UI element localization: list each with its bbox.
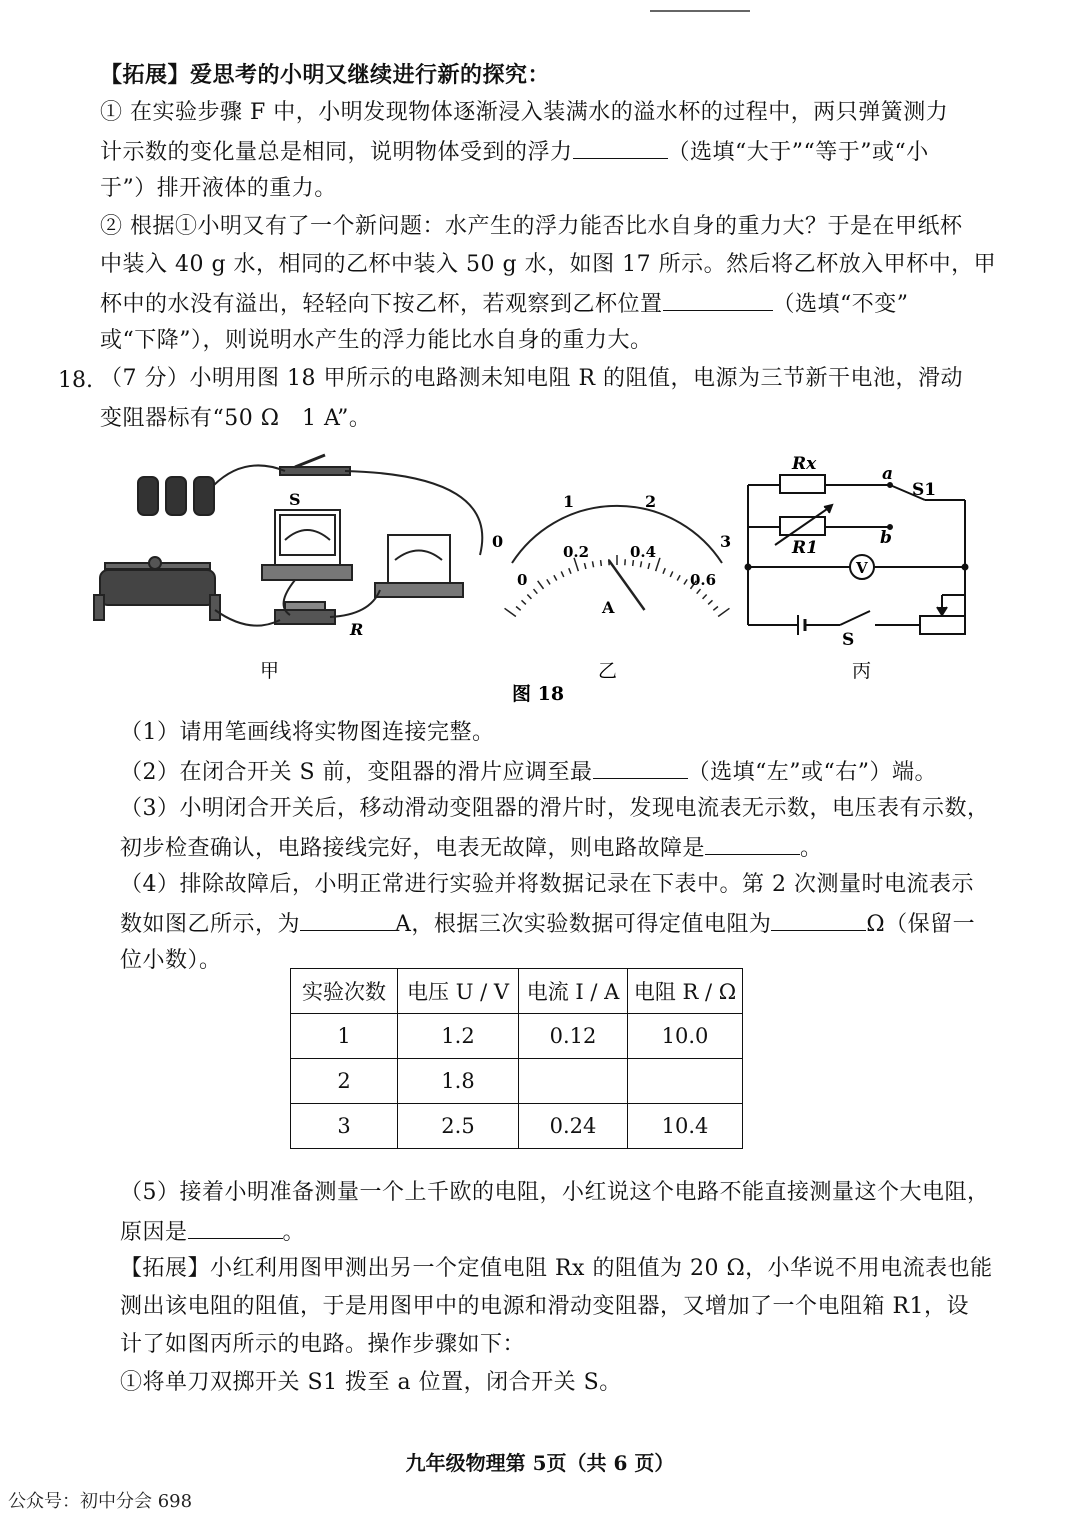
label-yi: 乙: [598, 660, 618, 682]
dial-inner-tick-1: 0.2: [563, 543, 590, 561]
rheostat-symbol-icon: [920, 616, 965, 634]
ext1-line7: 或“下降”），则说明水产生的浮力能比水自身的重力大。: [100, 328, 653, 353]
part4-text-c: Ω（保留一: [866, 912, 976, 937]
ammeter-instrument-icon: [262, 510, 352, 580]
table-cell: 1.8: [398, 1059, 519, 1104]
ammeter-dial: [505, 506, 730, 617]
dial-tick: [522, 600, 526, 604]
figure-18: [80, 445, 1010, 710]
answer-blank[interactable]: [188, 1218, 283, 1239]
answer-blank[interactable]: [705, 834, 800, 855]
dial-tick: [538, 581, 544, 589]
dial-tick: [561, 571, 564, 576]
page-footer: 九年级物理第 5页（共 6 页）: [405, 1451, 675, 1475]
ext1-line3: 于”）排开液体的重力。: [100, 176, 337, 201]
circuit-label-rx: Rx: [792, 454, 817, 474]
dial-inner-tick-2: 0.4: [630, 543, 657, 561]
dial-tick: [533, 589, 537, 594]
table-cell: 1: [291, 1014, 398, 1059]
table-header: 实验次数: [291, 969, 398, 1014]
label-jia: 甲: [260, 660, 280, 682]
dial-unit: A: [602, 598, 615, 617]
dial-tick: [640, 561, 641, 567]
dial-tick: [554, 575, 557, 580]
switch-s-icon: [840, 611, 870, 625]
question-number: 18.: [58, 368, 93, 393]
table-cell: 2.5: [398, 1104, 519, 1149]
circuit-label-r1: R1: [792, 538, 818, 558]
label-bing: 丙: [852, 660, 872, 682]
ext2-line1: 【拓展】小红利用图甲测出另一个定值电阻 Rx 的阻值为 20 Ω，小华说不用电流表也能: [120, 1256, 993, 1281]
circuit-label-b: b: [880, 528, 892, 548]
ext2-line4: ①将单刀双掷开关 S1 拨至 a 位置，闭合开关 S。: [120, 1370, 622, 1395]
battery-pack-icon: [138, 477, 214, 515]
answer-blank[interactable]: [573, 138, 668, 159]
table-row: [291, 1059, 743, 1104]
data-table: [290, 968, 743, 1149]
dial-outer-tick-2: 2: [645, 492, 657, 511]
dial-tick: [656, 558, 660, 571]
ext1-line6: [100, 290, 909, 318]
dial-tick: [713, 606, 718, 610]
part3-text: 初步检查确认，电路接线完好，电表无故障，则电路故障是: [120, 836, 706, 861]
table-cell: 3: [291, 1104, 398, 1149]
ext1-title: 【拓展】爱思考的小明又继续进行新的探究：: [100, 62, 551, 88]
table-cell: 10.0: [628, 1014, 743, 1059]
part4-text: 数如图乙所示，为: [120, 912, 301, 937]
dial-inner-tick-3: 0.6: [690, 571, 717, 589]
part4-line1: （4）排除故障后，小明正常进行实验并将数据记录在下表中。第 2 次测量时电流表示: [120, 872, 974, 897]
q18-line1: （7 分）小明用图 18 甲所示的电路测未知电阻 R 的阻值，电源为三节新干电池，滑动: [100, 366, 964, 391]
ext2-line3: 计了如图丙所示的电路。操作步骤如下：: [120, 1332, 526, 1357]
dial-tick: [697, 589, 701, 594]
dial-tick: [547, 579, 550, 584]
jia-switch-label: S: [289, 490, 301, 509]
ext1-line1: ① 在实验步骤 F 中，小明发现物体逐渐浸入装满水的溢水杯的过程中，两只弹簧测力: [100, 100, 949, 125]
answer-blank[interactable]: [593, 758, 688, 779]
dial-tick: [708, 600, 712, 604]
figure-caption: 图 18: [512, 683, 565, 705]
part3-text-end: 。: [800, 836, 823, 861]
dial-tick: [670, 571, 673, 576]
dial-inner-tick-0: 0: [517, 571, 528, 589]
table-row: [291, 1104, 743, 1149]
answer-blank[interactable]: [663, 290, 773, 311]
table-header: 电压 U / V: [398, 969, 519, 1014]
answer-blank[interactable]: [300, 910, 395, 931]
rheostat-icon: [94, 557, 220, 620]
ext1-line2: [100, 138, 929, 166]
part3-line2: [120, 834, 823, 862]
dial-tick: [684, 579, 687, 584]
part4-text-b: A，根据三次实验数据可得定值电阻为: [395, 912, 772, 937]
part5-line2: [120, 1218, 305, 1246]
ext1-line4: ② 根据①小明又有了一个新问题：水产生的浮力能否比水自身的重力大？于是在甲纸杯: [100, 214, 963, 239]
dial-tick: [584, 563, 585, 569]
answer-blank[interactable]: [771, 910, 866, 931]
dial-tick: [663, 568, 665, 574]
circuit-label-v: V: [856, 559, 868, 577]
part2: [120, 758, 937, 786]
ext2-line2: 测出该电阻的阻值，于是用图甲中的电源和滑动变阻器，又增加了一个电阻箱 R1，设: [120, 1294, 970, 1319]
dial-tick: [677, 575, 680, 580]
knife-switch-icon: [280, 455, 350, 475]
dial-tick: [569, 568, 571, 574]
part5-line1: （5）接着小明准备测量一个上千欧的电阻，小红说这个电路不能直接测量这个大电阻，: [120, 1180, 990, 1205]
part2-text-b: （选填“左”或“右”）端。: [687, 760, 938, 785]
dial-tick: [703, 595, 707, 599]
voltmeter-instrument-icon: [375, 535, 463, 597]
circuit-label-a: a: [882, 464, 894, 484]
watermark-text: 公众号：初中分会 698: [8, 1491, 193, 1512]
table-row: [291, 1014, 743, 1059]
part1: （1）请用笔画线将实物图连接完整。: [120, 720, 495, 745]
dial-tick: [601, 560, 602, 566]
part5-text: 原因是: [120, 1220, 188, 1245]
dial-tick: [718, 608, 729, 616]
jia-resistor-label: R: [350, 620, 364, 639]
part4-line3: 位小数）。: [120, 948, 222, 973]
table-header: 电阻 R / Ω: [628, 969, 743, 1014]
dial-outer-tick-1: 1: [563, 492, 575, 511]
dial-tick: [505, 608, 516, 616]
circuit-label-s1: S1: [912, 480, 937, 500]
ext1-line2-text-b: （选填“大于”“等于”或“小: [667, 140, 929, 165]
part2-text: （2）在闭合开关 S 前，变阻器的滑片应调至最: [120, 760, 593, 785]
ext1-line2-text: 计示数的变化量总是相同，说明物体受到的浮力: [100, 140, 573, 165]
resistor-rx-icon: [780, 475, 825, 493]
ext1-line6-text: 杯中的水没有溢出，轻轻向下按乙杯，若观察到乙杯位置: [100, 292, 663, 317]
table-cell[interactable]: [519, 1059, 628, 1104]
dial-tick: [527, 595, 531, 599]
table-cell: 10.4: [628, 1104, 743, 1149]
table-cell: 2: [291, 1059, 398, 1104]
jia-apparatus: [94, 455, 482, 626]
dial-outer-tick-0: 0: [492, 532, 504, 551]
figure-18-drawing: [80, 445, 1010, 710]
table-cell: 0.12: [519, 1014, 628, 1059]
dial-tick: [648, 563, 649, 569]
q18-line2: 变阻器标有“50 Ω 1 A”。: [100, 406, 372, 431]
dial-outer-tick-3: 3: [720, 532, 732, 551]
top-mark: [650, 10, 750, 18]
table-header-row: [291, 969, 743, 1014]
part3-line1: （3）小明闭合开关后，移动滑动变阻器的滑片时，发现电流表无示数，电压表有示数，: [120, 796, 990, 821]
table-cell: 1.2: [398, 1014, 519, 1059]
part4-line2: [120, 910, 975, 938]
ext1-line6-text-b: （选填“不变”: [772, 292, 909, 317]
part5-text-end: 。: [282, 1220, 306, 1245]
table-header: 电流 I / A: [519, 969, 628, 1014]
dial-tick: [516, 606, 521, 610]
table-cell: 0.24: [519, 1104, 628, 1149]
table-cell[interactable]: [628, 1059, 743, 1104]
circuit-label-s: S: [842, 630, 855, 650]
dial-tick: [592, 561, 593, 567]
ext1-line5: 中装入 40 g 水，相同的乙杯中装入 50 g 水，如图 17 所示。然后将乙杯放入甲杯中，甲: [100, 252, 997, 277]
